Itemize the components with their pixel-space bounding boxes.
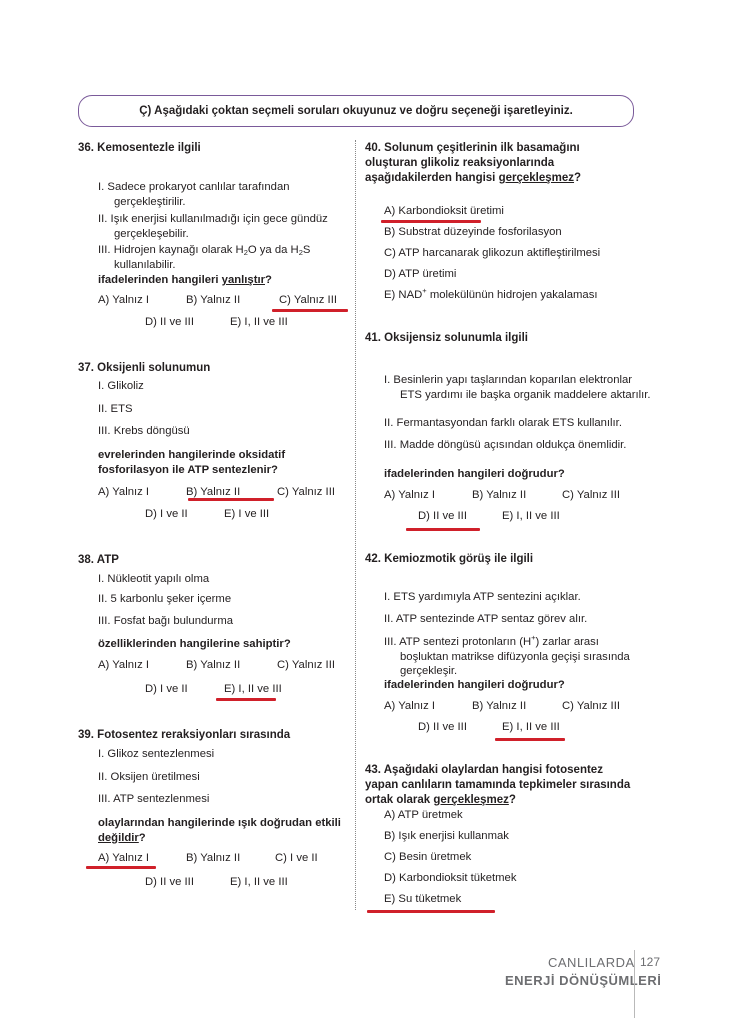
- q42-prompt: ifadelerinden hangileri doğrudur?: [384, 679, 565, 691]
- q41-option-d[interactable]: D) II ve III: [418, 510, 467, 522]
- q42-title: 42. Kemiozmotik görüş ile ilgili: [365, 553, 534, 565]
- q41-prompt: ifadelerinden hangileri doğrudur?: [384, 468, 565, 480]
- q36-prompt: ifadelerinden hangileri yanlıştır?: [98, 274, 272, 286]
- q43-option-a[interactable]: A) ATP üretmek: [384, 809, 463, 821]
- q41-option-a[interactable]: A) Yalnız I: [384, 489, 436, 501]
- q40-option-e[interactable]: E) NAD+ molekülünün hidrojen yakalaması: [384, 286, 598, 301]
- q42-item-3: III. ATP sentezi protonların (H+) zarlar arası boşluktan matrikse difüzyonla geçişi sırasında gerçekleşir.: [384, 633, 630, 677]
- q37-item-3: III. Krebs döngüsü: [98, 425, 190, 437]
- q38-item-3: III. Fosfat bağı bulundurma: [98, 615, 234, 627]
- q38-item-2: II. 5 karbonlu şeker içerme: [98, 593, 232, 605]
- q37-answer-mark: [188, 498, 274, 501]
- q42-item-1: I. ETS yardımıyla ATP sentezini açıklar.: [384, 591, 581, 603]
- q36-option-e[interactable]: E) I, II ve III: [230, 316, 288, 328]
- q41-answer-mark: [406, 528, 480, 531]
- q38-item-1: I. Nükleotit yapılı olma: [98, 573, 210, 585]
- q43-option-e[interactable]: E) Su tüketmek: [384, 893, 462, 905]
- q38-option-b[interactable]: B) Yalnız II: [186, 659, 241, 671]
- q36-option-b[interactable]: B) Yalnız II: [186, 294, 241, 306]
- q37-option-a[interactable]: A) Yalnız I: [98, 486, 150, 498]
- q37-option-d[interactable]: D) I ve II: [145, 508, 188, 520]
- footer-title-line1: CANLILARDA: [548, 955, 635, 970]
- q38-option-c[interactable]: C) Yalnız III: [277, 659, 335, 671]
- q42-option-d[interactable]: D) II ve III: [418, 721, 467, 733]
- q39-option-b[interactable]: B) Yalnız II: [186, 852, 241, 864]
- q40-option-d[interactable]: D) ATP üretimi: [384, 268, 457, 280]
- q36-option-d[interactable]: D) II ve III: [145, 316, 194, 328]
- q39-option-d[interactable]: D) II ve III: [145, 876, 194, 888]
- q38-answer-mark: [216, 698, 276, 701]
- q37-item-2: II. ETS: [98, 403, 133, 415]
- q37-title: 37. Oksijenli solunumun: [78, 362, 211, 374]
- q43-answer-mark: [367, 910, 495, 913]
- q41-option-b[interactable]: B) Yalnız II: [472, 489, 527, 501]
- q40-title: 40. Solunum çeşitlerinin ilk basamağını oluşturan glikoliz reaksiyonlarında aşağıdakilerden hangisi gerçekleşmez?: [365, 142, 582, 184]
- q36-answer-mark: [272, 309, 348, 312]
- page-number: 127: [640, 955, 661, 969]
- q42-answer-mark: [495, 738, 565, 741]
- q39-option-e[interactable]: E) I, II ve III: [230, 876, 288, 888]
- q40-option-b[interactable]: B) Substrat düzeyinde fosforilasyon: [384, 226, 562, 238]
- q36-title: 36. Kemosentezle ilgili: [78, 142, 201, 154]
- instruction-text: Ç) Aşağıdaki çoktan seçmeli soruları okuyunuz ve doğru seçeneği işaretleyiniz.: [139, 105, 573, 117]
- q37-option-b[interactable]: B) Yalnız II: [186, 486, 241, 498]
- q41-title: 41. Oksijensiz solunumla ilgili: [365, 332, 528, 344]
- q42-option-b[interactable]: B) Yalnız II: [472, 700, 527, 712]
- q38-prompt: özelliklerinden hangilerine sahiptir?: [98, 638, 291, 650]
- q39-title: 39. Fotosentez reraksiyonları sırasında: [78, 729, 291, 741]
- q39-option-c[interactable]: C) I ve II: [275, 852, 318, 864]
- q37-option-e[interactable]: E) I ve III: [224, 508, 270, 520]
- q36-option-c[interactable]: C) Yalnız III: [279, 294, 337, 306]
- q43-title: 43. Aşağıdaki olaylardan hangisi fotosentez yapan canlıların tamamında tepkimeler sırasında ortak olarak gerçekleşmez?: [365, 764, 631, 806]
- footer-title-line2: ENERJİ DÖNÜŞÜMLERİ: [505, 973, 662, 988]
- q37-item-1: I. Glikoliz: [98, 380, 144, 392]
- q36-item-3: III. Hidrojen kaynağı olarak $H_2O$ ya da $H_2S$ kullanılabilir.: [98, 244, 311, 271]
- q36-option-a[interactable]: A) Yalnız I: [98, 294, 150, 306]
- q38-title: 38. ATP: [78, 554, 119, 566]
- q37-option-c[interactable]: C) Yalnız III: [277, 486, 335, 498]
- q43-option-c[interactable]: C) Besin üretmek: [384, 851, 472, 863]
- footer-divider: [634, 950, 635, 1018]
- instruction-box: [78, 95, 634, 127]
- q36-item-2: II. Işık enerjisi kullanılmadığı için gece gündüz gerçekleşebilir.: [98, 213, 328, 240]
- q39-item-1: I. Glikoz sentezlenmesi: [98, 748, 215, 760]
- q41-item-2: II. Fermantasyondan farklı olarak ETS kullanılır.: [384, 417, 622, 429]
- q38-option-d[interactable]: D) I ve II: [145, 683, 188, 695]
- q41-item-3: III. Madde döngüsü açısından oldukça önemlidir.: [384, 439, 627, 451]
- q42-option-a[interactable]: A) Yalnız I: [384, 700, 436, 712]
- q39-prompt: olaylarından hangilerinde ışık doğrudan etkili değildir?: [98, 817, 341, 844]
- q41-item-1: I. Besinlerin yapı taşlarından koparılan elektronlar ETS yardımı ile başka organik maddelere aktarılır.: [384, 374, 651, 401]
- q39-answer-mark: [86, 866, 156, 869]
- q41-option-e[interactable]: E) I, II ve III: [502, 510, 560, 522]
- q43-option-d[interactable]: D) Karbondioksit tüketmek: [384, 872, 517, 884]
- q37-prompt: evrelerinden hangilerinde oksidatif fosforilasyon ile ATP sentezlenir?: [98, 449, 286, 476]
- q40-option-c[interactable]: C) ATP harcanarak glikozun aktifleştirilmesi: [384, 247, 601, 259]
- q39-option-a[interactable]: A) Yalnız I: [98, 852, 150, 864]
- q38-option-e[interactable]: E) I, II ve III: [224, 683, 282, 695]
- q40-answer-mark: [381, 220, 481, 223]
- q38-option-a[interactable]: A) Yalnız I: [98, 659, 150, 671]
- q36-item-1: I. Sadece prokaryot canlılar tarafından gerçekleştirilir.: [98, 181, 290, 208]
- q40-option-a[interactable]: A) Karbondioksit üretimi: [384, 205, 504, 217]
- q43-option-b[interactable]: B) Işık enerjisi kullanmak: [384, 830, 509, 842]
- q42-option-e[interactable]: E) I, II ve III: [502, 721, 560, 733]
- q39-item-3: III. ATP sentezlenmesi: [98, 793, 210, 805]
- q41-option-c[interactable]: C) Yalnız III: [562, 489, 620, 501]
- q42-option-c[interactable]: C) Yalnız III: [562, 700, 620, 712]
- q42-item-2: II. ATP sentezinde ATP sentaz görev alır.: [384, 613, 588, 625]
- q39-item-2: II. Oksijen üretilmesi: [98, 771, 200, 783]
